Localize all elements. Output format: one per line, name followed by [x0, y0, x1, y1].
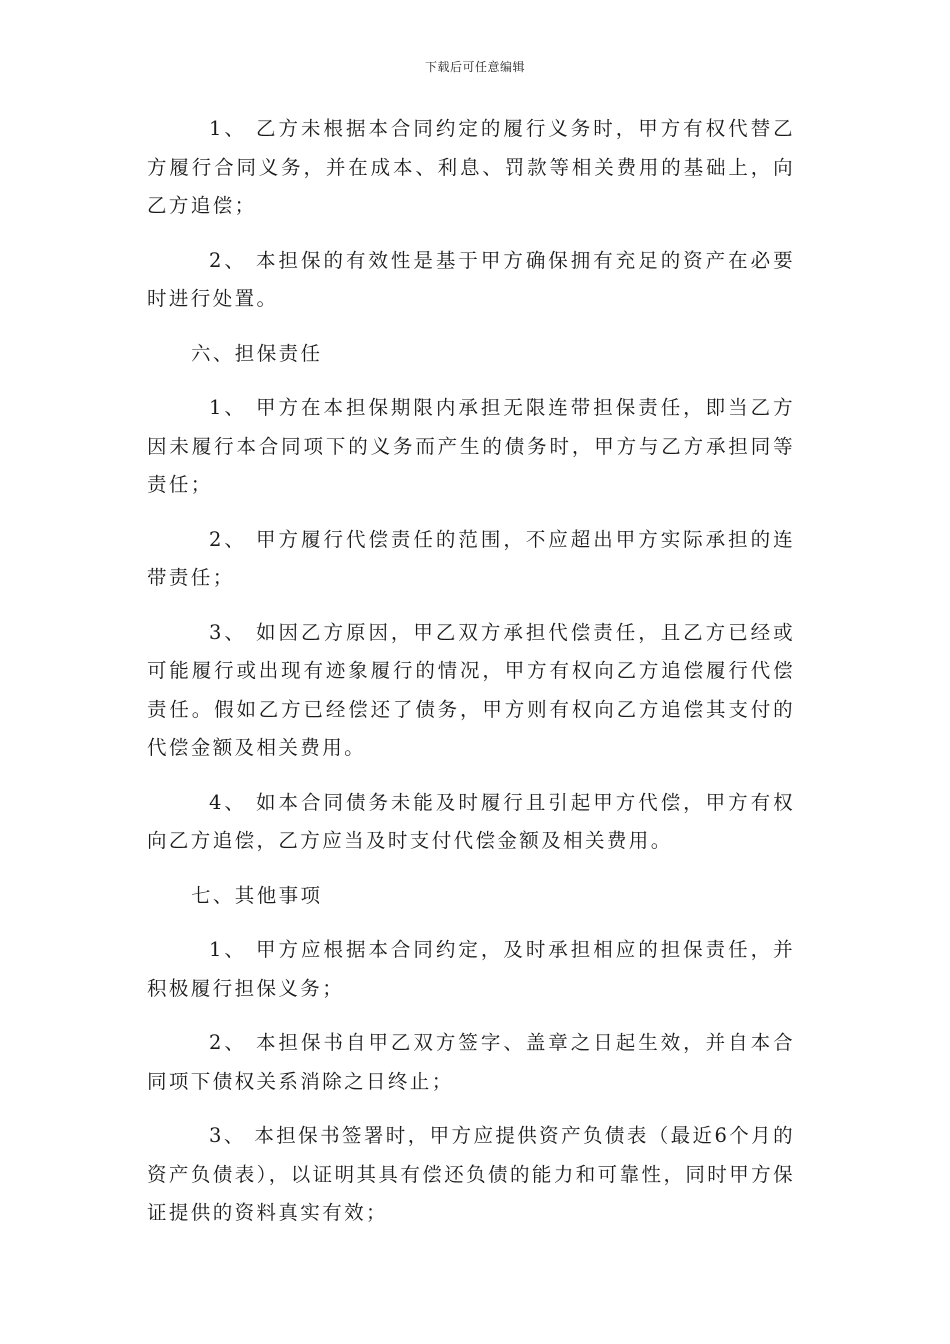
clause-6-2: 2、 甲方履行代偿责任的范围，不应超出甲方实际承担的连带责任；: [147, 527, 795, 589]
clause-6-1: 1、 甲方在本担保期限内承担无限连带担保责任，即当乙方因未履行本合同项下的义务而产生的债务时，甲方与乙方承担同等责任；: [147, 396, 795, 496]
section-heading-guarantee-liability: 六、担保责任: [191, 341, 323, 365]
clause-7-2: 2、 本担保书自甲乙双方签字、盖章之日起生效，并自本合同项下债权关系消除之日终止；: [147, 1031, 795, 1093]
clause-6-3: 3、 如因乙方原因，甲乙双方承担代偿责任，且乙方已经或可能履行或出现有迹象履行的情况，甲方有权向乙方追偿履行代偿责任。假如乙方已经偿还了债务，甲方则有权向乙方追偿其支付的代偿金额及相关费用。: [147, 620, 795, 759]
section-heading-other-matters: 七、其他事项: [191, 883, 323, 907]
page-header-note: 下载后可任意编辑: [424, 60, 525, 74]
clause-7-1: 1、 甲方应根据本合同约定，及时承担相应的担保责任，并积极履行担保义务；: [147, 938, 795, 1000]
clause-7-3: 3、 本担保书签署时，甲方应提供资产负债表（最近6个月的资产负债表），以证明其具有偿还负债的能力和可靠性，同时甲方保证提供的资料真实有效；: [147, 1124, 795, 1224]
document-body: [147, 110, 795, 1249]
clause-5-1: 1、 乙方未根据本合同约定的履行义务时，甲方有权代替乙方履行合同义务，并在成本、利息、罚款等相关费用的基础上，向乙方追偿；: [147, 117, 795, 217]
clause-5-2: 2、 本担保的有效性是基于甲方确保拥有充足的资产在必要时进行处置。: [147, 248, 795, 310]
clause-6-4: 4、 如本合同债务未能及时履行且引起甲方代偿，甲方有权向乙方追偿，乙方应当及时支付代偿金额及相关费用。: [147, 790, 795, 852]
